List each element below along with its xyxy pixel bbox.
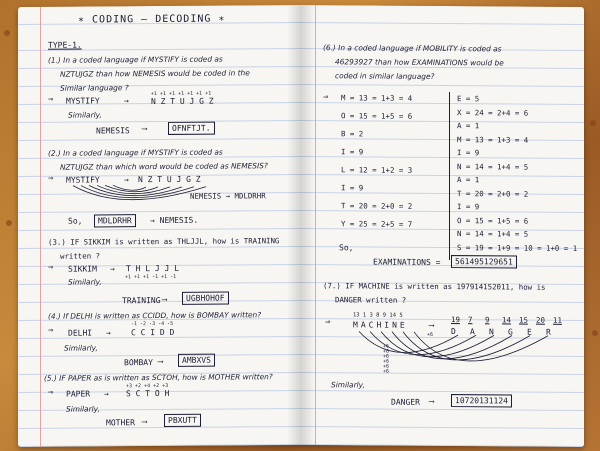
q7-plus-mark: +6 — [383, 353, 390, 360]
q7-danger: DANGER — [391, 397, 420, 407]
q2-answer-box: MDLDRHR — [94, 214, 136, 227]
q7-letter: G — [508, 327, 513, 337]
q7-letter: A — [470, 327, 475, 337]
q4-arrow-icon: ⇒ — [48, 325, 54, 336]
q1-line3: Similar language ? — [60, 83, 129, 93]
q3-line1: (3.) IF SIKKIM is written as THLJJL, how is TRAINING — [48, 236, 280, 247]
q6-mobility-row: B = 2 — [341, 129, 364, 139]
q7-line1: (7.) IF MACHINE is written as 197914152011, how is — [323, 281, 546, 292]
q2-arrow2-icon: → — [124, 175, 129, 185]
q4-word: DELHI — [68, 328, 93, 338]
q7-plus-mark: +6 — [383, 358, 390, 365]
q6-examinations-row: T = 20 = 2+0 = 2 — [457, 188, 529, 199]
q2-line1: (2.) In a coded language if MYSTIFY is coded as — [48, 147, 223, 158]
q3-arrow-icon: ⇒ — [48, 262, 54, 273]
q7-arrow2-icon: ⟶ — [429, 320, 434, 330]
q6-mobility-row: I = 9 — [341, 147, 364, 157]
q6-examinations-row: I = 9 — [457, 148, 480, 158]
q7-code-value: 11 — [553, 315, 562, 325]
q7-similarly: Similarly, — [331, 380, 365, 390]
q6-line1: (6.) In a coded language if MOBILITY is coded as — [323, 43, 502, 54]
left-page — [18, 5, 301, 447]
q7-plus-mark: +6 — [383, 363, 390, 370]
q2-note: NEMESIS → MDLDRHR — [190, 191, 266, 201]
q6-mobility-row: L = 12 = 1+2 = 3 — [341, 165, 413, 175]
q2-code: N Z T U J G Z — [138, 174, 201, 185]
q7-code-value: 9 — [485, 315, 490, 325]
q1-arrow2-icon: → — [124, 96, 129, 106]
q7-plus-mark: +6 — [383, 348, 390, 355]
q4-line1: (4.) If DELHI is written as CCIDD, how is BOMBAY written? — [48, 310, 262, 321]
q4-answer-box: AMBXVS — [178, 354, 215, 367]
q6-mobility-row: I = 9 — [341, 183, 364, 193]
q6-line2: 46293927 than how EXAMINATIONS would be — [335, 57, 504, 68]
q7-code-value: 7 — [468, 315, 473, 325]
q1-similarly: Similarly, — [68, 110, 102, 120]
q6-examinations-row: N = 14 = 1+4 = 5 — [457, 229, 529, 239]
margin-line — [40, 7, 41, 447]
q5-answer-box: PBXUTT — [164, 414, 201, 427]
q3-arrow3-icon: ⟶ — [162, 294, 167, 304]
q5-code: S C T O H — [126, 388, 170, 399]
q6-arrow-icon: ⇒ — [323, 92, 329, 103]
q4-marks: -1 -2 -3 -4 -5 — [131, 320, 174, 328]
notebook — [18, 6, 584, 446]
q6-examinations-row: S = 19 = 1+9 = 10 = 1+0 = 1 — [457, 242, 578, 253]
type-heading: TYPE-1. — [48, 40, 82, 50]
q3-line2: written ? — [60, 251, 101, 261]
q4-word2: BOMBAY — [124, 358, 153, 368]
q7-line2: DANGER written ? — [335, 295, 407, 305]
q6-examinations-row: M = 13 = 1+3 = 4 — [457, 134, 529, 145]
q1-nemesis: NEMESIS — [96, 126, 130, 136]
q4-similarly: Similarly, — [64, 343, 98, 353]
q6-examinations-row: N = 14 = 1+4 = 5 — [457, 161, 529, 172]
q3-code: T H L J J L — [126, 263, 179, 274]
q3-similarly: Similarly, — [68, 277, 102, 287]
q6-label: EXAMINATIONS = — [373, 257, 441, 267]
q3-answer-box: UGBHOHOF — [182, 292, 229, 305]
q6-so: So, — [339, 243, 354, 253]
q6-examinations-row: E = 5 — [457, 94, 480, 104]
q6-divider — [449, 92, 450, 260]
right-page — [301, 5, 584, 447]
q7-letter: E — [527, 327, 532, 337]
q2-result: → NEMESIS. — [150, 215, 199, 226]
q3-marks: +1 +1 +1 -1 +1 -1 — [125, 273, 177, 281]
q5-arrow-icon: ⇒ — [48, 387, 54, 398]
q7-letter: N — [489, 327, 494, 337]
q1-line1: (1.) In a coded language if MYSTIFY is coded as — [48, 54, 223, 65]
q1-arrow3-icon: ⟶ — [142, 124, 147, 134]
q7-code-value: 20 — [536, 315, 545, 325]
q7-letter: R — [546, 327, 551, 337]
q2-line2: NZTUJGZ than which word would be coded as NEMESIS? — [60, 161, 268, 172]
q5-arrow3-icon: ⟶ — [142, 417, 147, 427]
q6-examinations-row: A = 1 — [457, 175, 480, 185]
q4-code: C C I D D — [131, 327, 175, 338]
q7-arrow3-icon: ⟶ — [429, 396, 434, 406]
q1-arrow-icon: ⇒ — [48, 94, 54, 105]
q7-code-value: 14 — [502, 315, 511, 325]
page-title: ∗ CODING – DECODING ∗ — [78, 13, 226, 26]
q6-mobility-row: T = 20 = 2+0 = 2 — [341, 201, 413, 211]
q5-word2: MOTHER — [106, 418, 135, 428]
q1-line2: NZTUJGZ than how NEMESIS would be coded in the — [60, 68, 250, 79]
q2-word: MYSTIFY — [66, 175, 100, 185]
q3-word2: TRAINING — [122, 295, 161, 306]
q6-examinations-row: A = 1 — [457, 121, 480, 131]
q7-word: MACHINE — [353, 320, 408, 330]
q7-code-value: 15 — [519, 315, 528, 325]
q4-arrow2-icon: → — [106, 328, 111, 338]
q2-arrow-icon: ⇒ — [48, 173, 54, 184]
q7-plus: +6 — [427, 331, 434, 338]
q6-mobility-row: O = 15 = 1+5 = 6 — [341, 111, 413, 121]
q6-line3: coded in similar language? — [335, 71, 435, 81]
q6-mobility-row: M = 13 = 1+3 = 4 — [341, 93, 413, 103]
q1-code: N Z T U J G Z — [151, 96, 214, 107]
q5-arrow2-icon: → — [104, 389, 109, 399]
q6-examinations-row: O = 15 = 1+5 = 6 — [457, 215, 529, 226]
q7-code-value: 19 — [451, 315, 460, 325]
q1-answer-box: OFNFTJT. — [168, 122, 215, 135]
q5-similarly: Similarly, — [66, 404, 100, 414]
q7-plus-mark: +6 — [383, 368, 390, 375]
q7-position-numbers: 13 1 3 8 9 14 5 — [353, 312, 403, 319]
q7-arrow-icon: ⇒ — [325, 317, 331, 328]
q6-examinations-row: I = 9 — [457, 202, 480, 212]
q5-line1: (5.) IF PAPER as is written as SCTOH, how is MOTHER written? — [44, 372, 273, 383]
q4-arrow3-icon: ⟶ — [158, 356, 163, 367]
q2-so: So, — [68, 216, 83, 226]
q1-word: MYSTIFY — [66, 96, 100, 106]
q3-arrow2-icon: → — [110, 264, 115, 274]
q6-mobility-row: Y = 25 = 2+5 = 7 — [341, 219, 413, 229]
q5-marks: +3 +2 +4 +2 +3 — [126, 382, 169, 390]
q7-answer-box: 10720131124 — [451, 394, 512, 407]
q7-plus-mark: +6 — [383, 343, 390, 350]
margin-line-right — [315, 5, 316, 445]
q5-word: PAPER — [66, 389, 91, 399]
q7-letter: D — [451, 327, 456, 337]
q3-word: SIKKIM — [68, 264, 97, 274]
q6-examinations-row: X = 24 = 2+4 = 6 — [457, 107, 529, 118]
q6-answer-box: 561495129651 — [451, 255, 517, 268]
q1-plus-marks: +1 +1 +1 +1 +1 +1 +1 — [151, 90, 212, 98]
